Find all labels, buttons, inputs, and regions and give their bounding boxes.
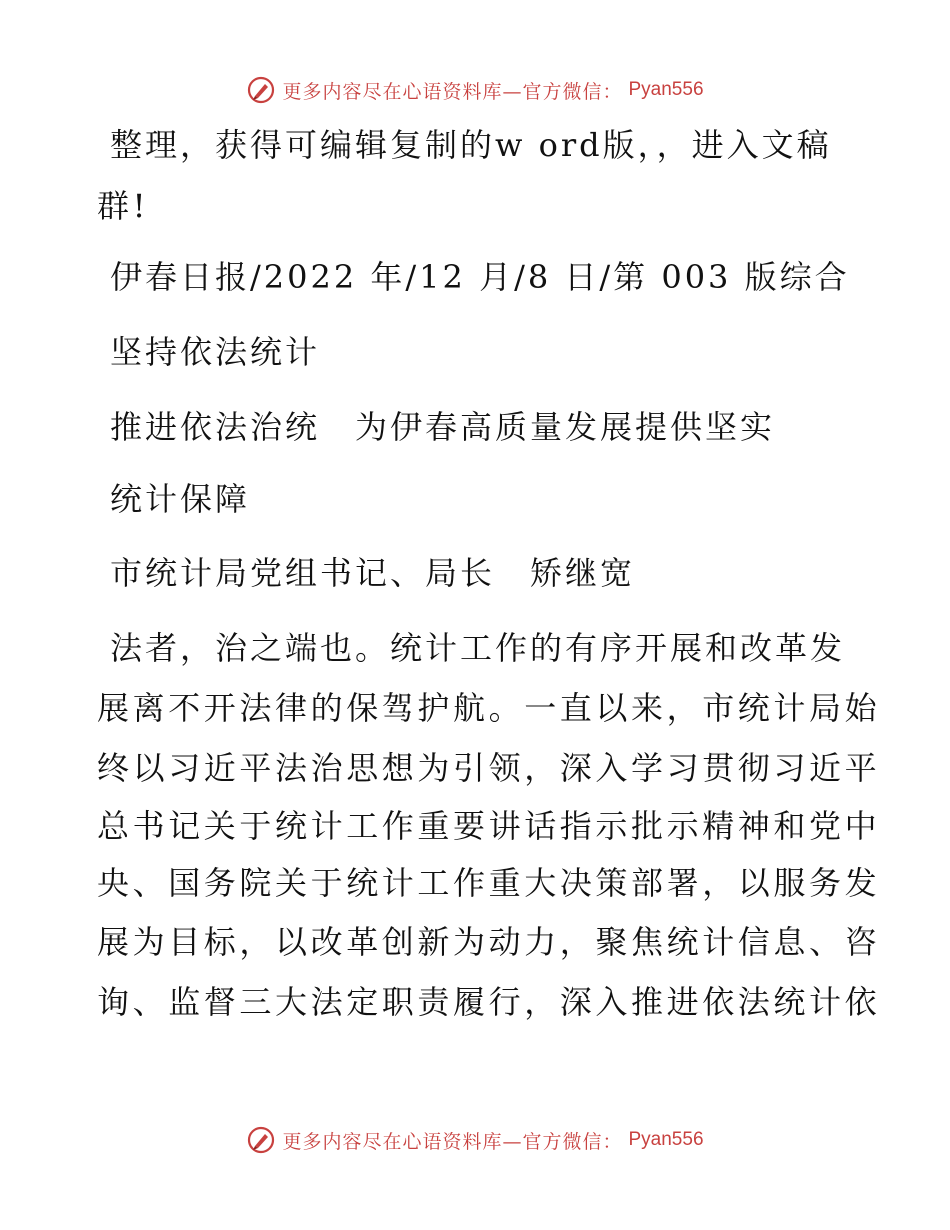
text-line: 整理，获得可编辑复制的w ord版，，进入文稿 (110, 126, 832, 164)
paragraph-line: 终以习近平法治思想为引领，深入学习贯彻习近平 (97, 749, 881, 787)
paragraph-line: 展为目标，以改革创新为动力，聚焦统计信息、咨 (97, 923, 881, 961)
dateline: 伊春日报/2022 年/12 月/8 日/第 003 版综合 (110, 258, 850, 296)
watermark-handle: Pyan556 (628, 1129, 704, 1150)
pen-logo-icon (246, 1125, 276, 1155)
paragraph-line: 展离不开法律的保驾护航。一直以来，市统计局始 (97, 689, 881, 727)
paragraph-line: 询、监督三大法定职责履行，深入推进依法统计依 (97, 983, 881, 1021)
headline-line: 坚持依法统计 (110, 333, 321, 371)
byline: 市统计局党组书记、局长 矫继宽 (110, 554, 636, 592)
headline-line: 推进依法治统 为伊春高质量发展提供坚实 (110, 408, 776, 446)
footer-watermark (0, 1120, 950, 1160)
watermark-text: 更多内容尽在心语资料库—官方微信： (282, 1130, 623, 1153)
text-line: 群! (97, 187, 150, 225)
paragraph-line: 总书记关于统计工作重要讲话指示批示精神和党中 (97, 807, 881, 845)
watermark-text: 更多内容尽在心语资料库—官方微信： (282, 80, 623, 103)
watermark-handle: Pyan556 (628, 79, 704, 100)
headline-line: 统计保障 (110, 480, 251, 518)
paragraph-line: 央、国务院关于统计工作重大决策部署，以服务发 (97, 864, 881, 902)
paragraph-line: 法者，治之端也。统计工作的有序开展和改革发 (110, 629, 846, 667)
